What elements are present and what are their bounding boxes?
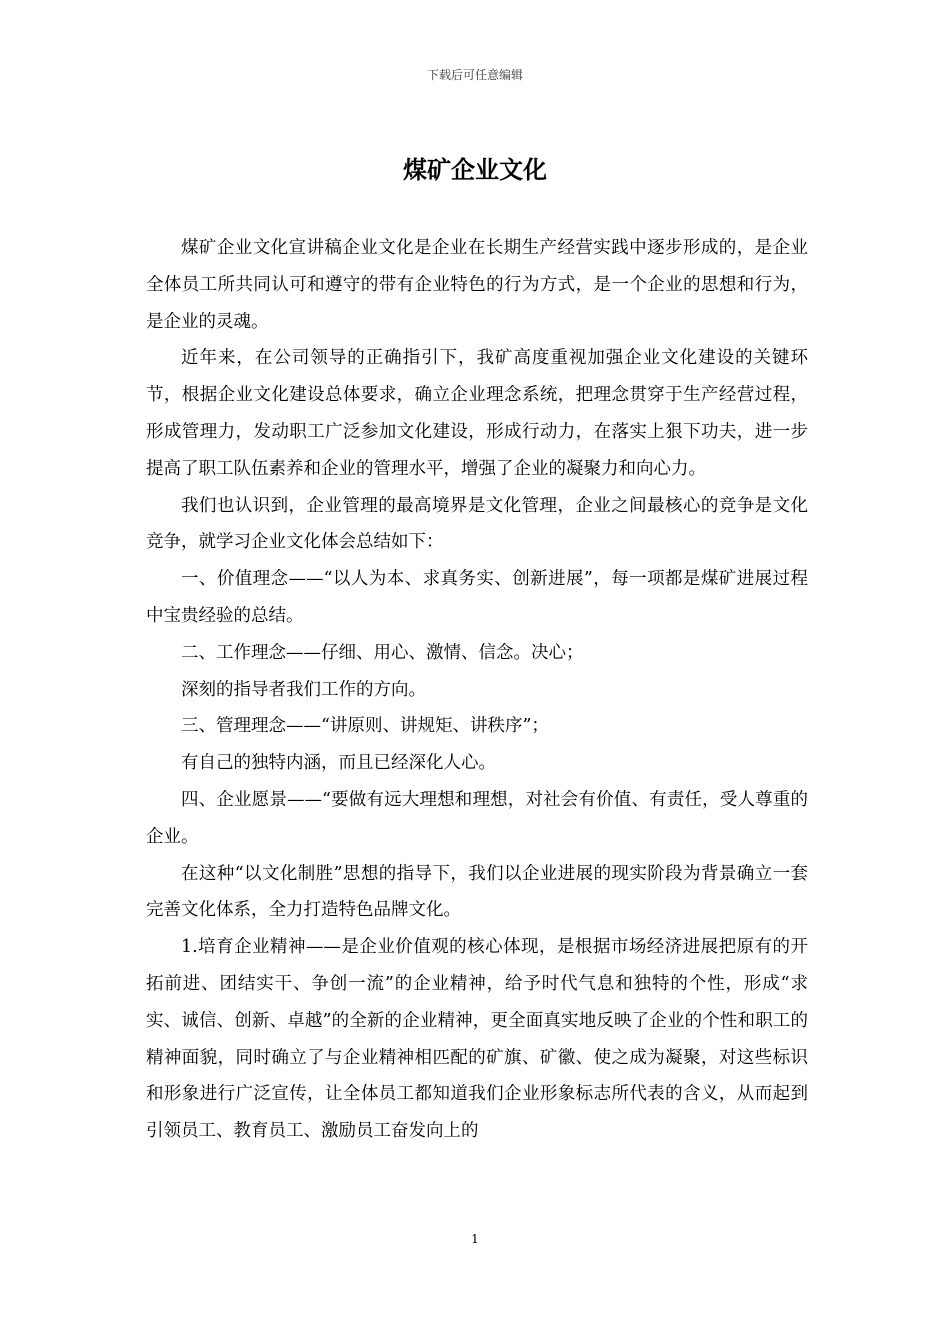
paragraph: 二、工作理念——仔细、用心、激情、信念。决心； xyxy=(181,642,584,663)
document-body xyxy=(146,230,808,1150)
paragraph: 深刻的指导者我们工作的方向。 xyxy=(181,679,426,700)
document-title: 煤矿企业文化 xyxy=(403,155,547,184)
paragraph: 煤矿企业文化宣讲稿企业文化是企业在长期生产经营实践中逐步形成的，是企业全体员工所共同认可和遵守的带有企业特色的行为方式，是一个企业的思想和行为，是企业的灵魂。 xyxy=(146,238,808,332)
page-header: 下载后可任意编辑 xyxy=(426,68,523,82)
paragraph: 有自己的独特内涵，而且已经深化人心。 xyxy=(181,753,496,774)
paragraph: 一、价值理念——“以人为本、求真务实、创新进展”，每一项都是煤矿进展过程中宝贵经验的总结。 xyxy=(146,569,808,626)
paragraph: 三、管理理念——“讲原则、讲规矩、讲秩序”； xyxy=(181,716,549,737)
paragraph: 近年来，在公司领导的正确指引下，我矿高度重视加强企业文化建设的关键环节，根据企业文化建设总体要求，确立企业理念系统，把理念贯穿于生产经营过程，形成管理力，发动职工广泛参加文化建设，形成行动力，在落实上狠下功夫，进一步提高了职工队伍素养和企业的管理水平，增强了企业的凝聚力和向心力。 xyxy=(146,348,808,479)
paragraph: 在这种“以文化制胜”思想的指导下，我们以企业进展的现实阶段为背景确立一套完善文化体系，全力打造特色品牌文化。 xyxy=(146,863,808,921)
paragraph: 我们也认识到，企业管理的最高境界是文化管理，企业之间最核心的竞争是文化竞争，就学习企业文化体会总结如下： xyxy=(146,495,808,553)
page-number: 1 xyxy=(471,1232,479,1246)
paragraph: 1.培育企业精神——是企业价值观的核心体现，是根据市场经济进展把原有的开拓前进、团结实干、争创一流”的企业精神，给予时代气息和独特的个性，形成“求实、诚信、创新、卓越”的全新的企业精神，更全面真实地反映了企业的个性和职工的精神面貌，同时确立了与企业精神相匹配的矿旗、矿徽、使之成为凝聚，对这些标识和形象进行广泛宣传，让全体员工都知道我们企业形象标志所代表的含义，从而起到引领员工、教育员工、激励员工奋发向上的 xyxy=(146,937,808,1142)
paragraph: 四、企业愿景——“要做有远大理想和理想，对社会有价值、有责任，受人尊重的企业。 xyxy=(146,789,808,847)
